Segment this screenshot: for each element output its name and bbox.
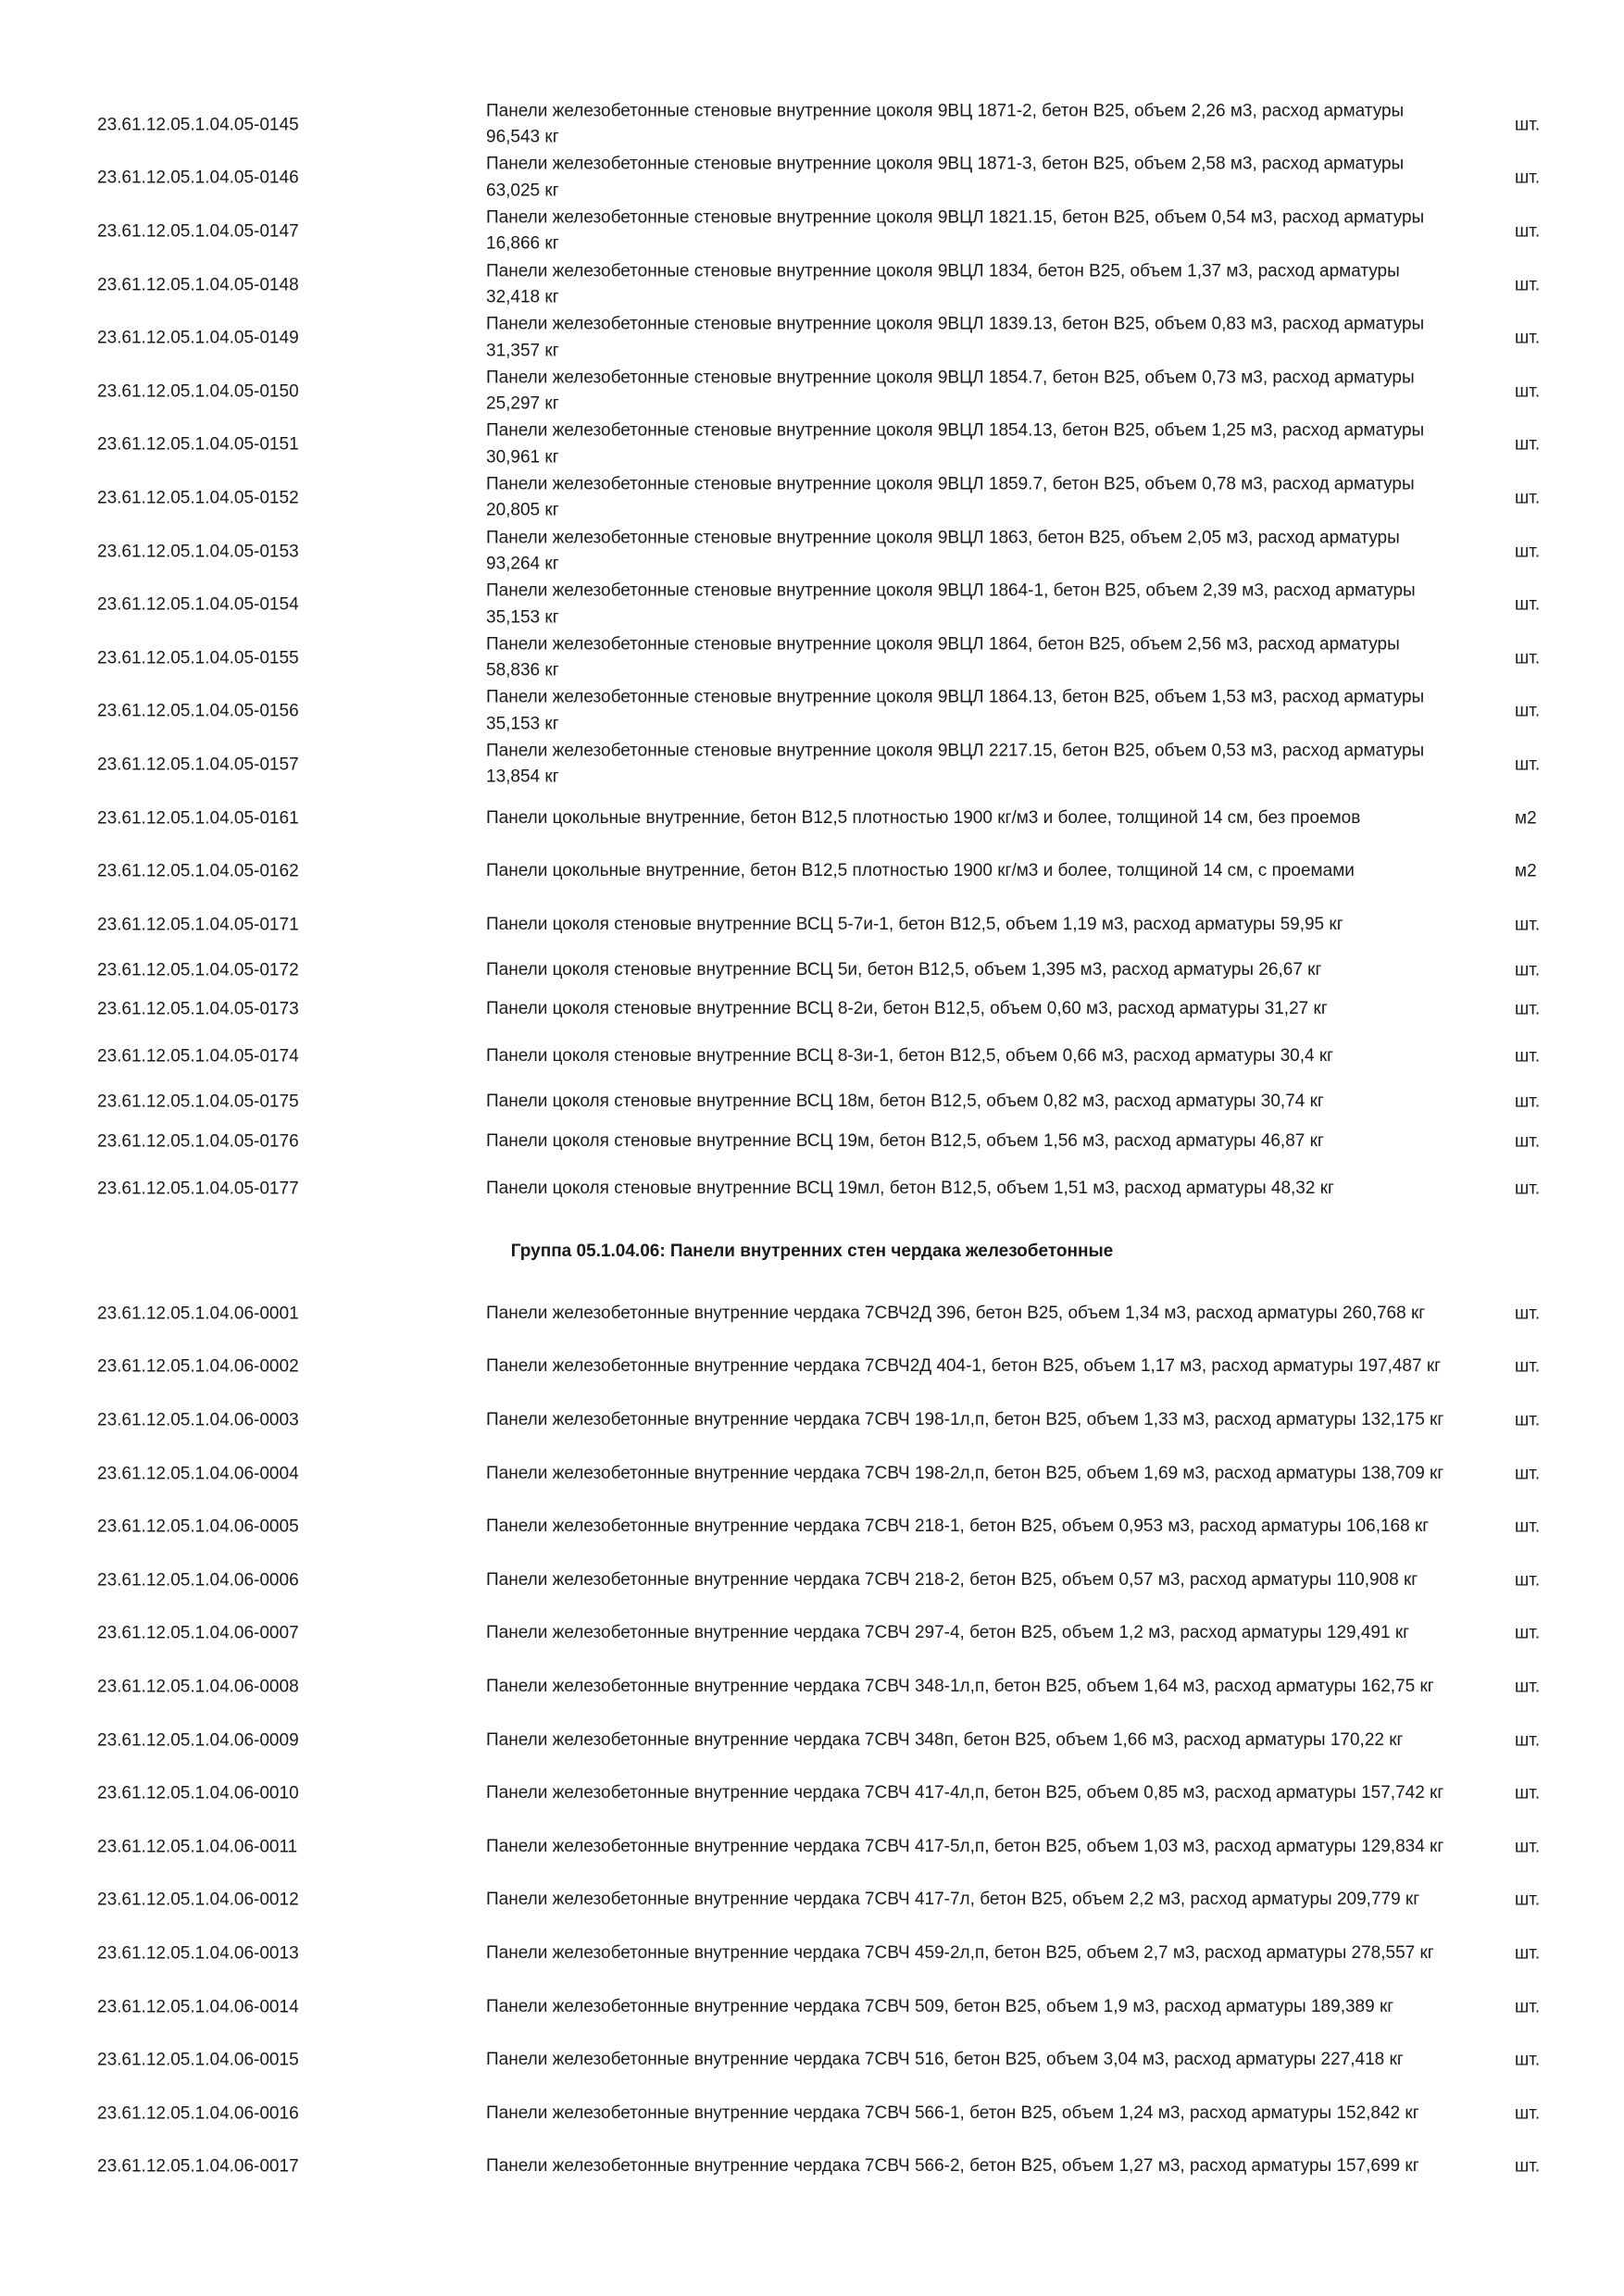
row-unit: м2: [1515, 808, 1537, 829]
row-unit: шт.: [1515, 1837, 1541, 1857]
row-unit: шт.: [1515, 960, 1541, 980]
table-row: [0, 1554, 1624, 1607]
table-row: [0, 1660, 1624, 1714]
row-description: Панели цоколя стеновые внутренние ВСЦ 5и, бетон В12,5, объем 1,395 м3, расход арматуры 26,67 кг: [486, 959, 1322, 980]
row-description: Панели железобетонные внутренние чердака 7СВЧ 218-2, бетон В25, объем 0,57 м3, расход арматуры 110,908 кг: [486, 1569, 1418, 1590]
row-description: Панели железобетонные внутренние чердака 7СВЧ 218-1, бетон В25, объем 0,953 м3, расход арматуры 106,168 кг: [486, 1516, 1430, 1536]
table-row: [0, 685, 1624, 739]
row-code: 23.61.12.05.1.04.06-0011: [97, 1837, 298, 1857]
row-code: 23.61.12.05.1.04.06-0007: [97, 1623, 299, 1643]
table-row: [0, 471, 1624, 525]
table-row: [0, 205, 1624, 258]
table-row: [0, 152, 1624, 206]
row-unit: шт.: [1515, 168, 1541, 188]
table-row: [0, 1030, 1624, 1084]
row-unit: шт.: [1515, 594, 1541, 615]
row-description: Панели железобетонные стеновые внутренние цоколя 9ВЦЛ 2217.15, бетон В25, объем 0,53 м3, расход арматуры 13,854 кг: [486, 741, 1425, 787]
table-row: [0, 2087, 1624, 2140]
row-unit: м2: [1515, 861, 1537, 881]
row-description: Панели железобетонные стеновые внутренние цоколя 9ВЦЛ 1864.13, бетон В25, объем 1,53 м3, расход арматуры 35,153 кг: [486, 687, 1425, 734]
table-row: [0, 1120, 1624, 1162]
row-code: 23.61.12.05.1.04.05-0145: [97, 115, 299, 135]
row-unit: шт.: [1515, 1516, 1541, 1537]
row-description: Панели железобетонные внутренние чердака 7СВЧ 516, бетон В25, объем 3,04 м3, расход арматуры 227,418 кг: [486, 2049, 1404, 2069]
row-description: Панели железобетонные стеновые внутренние цоколя 9ВЦ 1871-3, бетон В25, объем 2,58 м3, расход арматуры 63,025 кг: [486, 154, 1405, 201]
row-code: 23.61.12.05.1.04.05-0155: [97, 648, 299, 668]
row-unit: шт.: [1515, 1092, 1541, 1112]
row-code: 23.61.12.05.1.04.05-0175: [97, 1092, 299, 1112]
row-code: 23.61.12.05.1.04.05-0152: [97, 488, 299, 508]
row-code: 23.61.12.05.1.04.05-0147: [97, 221, 299, 242]
row-code: 23.61.12.05.1.04.06-0002: [97, 1356, 299, 1377]
row-code: 23.61.12.05.1.04.06-0017: [97, 2156, 299, 2177]
table-row: [0, 365, 1624, 418]
row-unit: шт.: [1515, 381, 1541, 402]
row-description: Панели железобетонные стеновые внутренние цоколя 9ВЦЛ 1864-1, бетон В25, объем 2,39 м3, расход арматуры 35,153 кг: [486, 580, 1416, 628]
row-code: 23.61.12.05.1.04.05-0176: [97, 1131, 299, 1152]
row-code: 23.61.12.05.1.04.05-0156: [97, 701, 299, 721]
row-description: Панели железобетонные стеновые внутренние цоколя 9ВЦЛ 1859.7, бетон В25, объем 0,78 м3, расход арматуры 20,805 кг: [486, 474, 1415, 520]
row-code: 23.61.12.05.1.04.05-0173: [97, 999, 299, 1019]
table-row: [0, 1927, 1624, 1980]
row-code: 23.61.12.05.1.04.05-0154: [97, 594, 299, 615]
table-row: [0, 1393, 1624, 1447]
row-code: 23.61.12.05.1.04.06-0001: [97, 1304, 299, 1324]
row-unit: шт.: [1515, 1730, 1541, 1751]
row-unit: шт.: [1515, 1304, 1541, 1324]
row-description: Панели железобетонные стеновые внутренние цоколя 9ВЦЛ 1834, бетон В25, объем 1,37 м3, расход арматуры 32,418 кг: [486, 261, 1400, 307]
row-code: 23.61.12.05.1.04.06-0006: [97, 1570, 299, 1591]
row-unit: шт.: [1515, 1570, 1541, 1591]
row-unit: шт.: [1515, 915, 1541, 935]
row-description: Панели цоколя стеновые внутренние ВСЦ 19мл, бетон В12,5, объем 1,51 м3, расход арматуры 48,32 кг: [486, 1178, 1334, 1198]
row-code: 23.61.12.05.1.04.05-0148: [97, 275, 299, 295]
row-code: 23.61.12.05.1.04.06-0013: [97, 1943, 299, 1964]
row-code: 23.61.12.05.1.04.06-0004: [97, 1464, 299, 1484]
row-unit: шт.: [1515, 115, 1541, 135]
row-description: Панели железобетонные внутренние чердака 7СВЧ 348п, бетон В25, объем 1,66 м3, расход арматуры 170,22 кг: [486, 1729, 1404, 1750]
row-unit: шт.: [1515, 1131, 1541, 1152]
row-unit: шт.: [1515, 1783, 1541, 1803]
table-row: [0, 792, 1624, 845]
table-row: [0, 418, 1624, 472]
row-description: Панели железобетонные внутренние чердака 7СВЧ 417-5л,п, бетон В25, объем 1,03 м3, расход арматуры 129,834 кг: [486, 1836, 1444, 1856]
row-code: 23.61.12.05.1.04.05-0171: [97, 915, 299, 935]
table-row: [0, 1820, 1624, 1874]
row-description: Панели железобетонные внутренние чердака 7СВЧ 459-2л,п, бетон В25, объем 2,7 м3, расход арматуры 278,557 кг: [486, 1942, 1434, 1963]
row-description: Панели железобетонные внутренние чердака 7СВЧ 297-4, бетон В25, объем 1,2 м3, расход арматуры 129,491 кг: [486, 1623, 1410, 1643]
row-code: 23.61.12.05.1.04.05-0153: [97, 542, 299, 562]
row-code: 23.61.12.05.1.04.05-0157: [97, 755, 299, 775]
row-description: Панели цокольные внутренние, бетон В12,5 плотностью 1900 кг/м3 и более, толщиной 14 см, без проемов: [486, 807, 1361, 828]
row-unit: шт.: [1515, 701, 1541, 721]
row-unit: шт.: [1515, 1997, 1541, 2017]
row-description: Панели цоколя стеновые внутренние ВСЦ 18м, бетон В12,5, объем 0,82 м3, расход арматуры 30,74 кг: [486, 1091, 1324, 1111]
row-unit: шт.: [1515, 2103, 1541, 2124]
row-code: 23.61.12.05.1.04.05-0161: [97, 808, 299, 829]
row-description: Панели железобетонные внутренние чердака 7СВЧ 566-1, бетон В25, объем 1,24 м3, расход арматуры 152,842 кг: [486, 2103, 1419, 2123]
table-row: [0, 1083, 1624, 1120]
row-code: 23.61.12.05.1.04.06-0014: [97, 1997, 299, 2017]
table-row: [0, 1607, 1624, 1661]
row-unit: шт.: [1515, 1410, 1541, 1430]
row-code: 23.61.12.05.1.04.05-0150: [97, 381, 299, 402]
row-description: Панели железобетонные внутренние чердака 7СВЧ 417-7л, бетон В25, объем 2,2 м3, расход арматуры 209,779 кг: [486, 1890, 1420, 1910]
table-row: [0, 98, 1624, 152]
row-unit: шт.: [1515, 1623, 1541, 1643]
row-code: 23.61.12.05.1.04.06-0003: [97, 1410, 299, 1430]
row-unit: шт.: [1515, 999, 1541, 1019]
row-code: 23.61.12.05.1.04.06-0008: [97, 1677, 299, 1697]
row-description: Панели железобетонные стеновые внутренние цоколя 9ВЦЛ 1854.7, бетон В25, объем 0,73 м3, расход арматуры 25,297 кг: [486, 368, 1415, 414]
row-description: Панели цоколя стеновые внутренние ВСЦ 19м, бетон В12,5, объем 1,56 м3, расход арматуры 46,87 кг: [486, 1130, 1324, 1151]
row-unit: шт.: [1515, 755, 1541, 775]
row-unit: шт.: [1515, 221, 1541, 242]
table-row: [0, 844, 1624, 898]
row-code: 23.61.12.05.1.04.05-0146: [97, 168, 299, 188]
table-row: [0, 258, 1624, 312]
row-description: Панели железобетонные внутренние чердака 7СВЧ 198-2л,п, бетон В25, объем 1,69 м3, расход арматуры 138,709 кг: [486, 1463, 1444, 1483]
row-unit: шт.: [1515, 1464, 1541, 1484]
row-code: 23.61.12.05.1.04.06-0010: [97, 1783, 299, 1803]
row-unit: шт.: [1515, 1943, 1541, 1964]
table-row: [0, 1162, 1624, 1216]
row-code: 23.61.12.05.1.04.06-0009: [97, 1730, 299, 1751]
row-description: Панели железобетонные стеновые внутренние цоколя 9ВЦЛ 1839.13, бетон В25, объем 0,83 м3, расход арматуры 31,357 кг: [486, 314, 1425, 361]
row-unit: шт.: [1515, 2050, 1541, 2070]
table-row: [0, 1714, 1624, 1767]
row-unit: шт.: [1515, 328, 1541, 348]
group-05-1-04-05-table: [0, 98, 1624, 1216]
row-code: 23.61.12.05.1.04.06-0005: [97, 1516, 299, 1537]
row-description: Панели железобетонные стеновые внутренние цоколя 9ВЦЛ 1863, бетон В25, объем 2,05 м3, расход арматуры 93,264 кг: [486, 528, 1400, 574]
group-heading: Группа 05.1.04.06: Панели внутренних стен чердака железобетонные: [510, 1242, 1114, 1261]
row-unit: шт.: [1515, 488, 1541, 508]
row-code: 23.61.12.05.1.04.05-0174: [97, 1046, 299, 1067]
table-row: [0, 1766, 1624, 1820]
row-description: Панели цокольные внутренние, бетон В12,5 плотностью 1900 кг/м3 и более, толщиной 14 см, с проемами: [486, 860, 1355, 880]
row-unit: шт.: [1515, 1677, 1541, 1697]
row-description: Панели железобетонные внутренние чердака 7СВЧ2Д 396, бетон В25, объем 1,34 м3, расход арматуры 260,768 кг: [486, 1303, 1426, 1323]
row-unit: шт.: [1515, 2156, 1541, 2177]
row-code: 23.61.12.05.1.04.05-0177: [97, 1179, 299, 1199]
table-row: [0, 578, 1624, 631]
row-unit: шт.: [1515, 1356, 1541, 1377]
row-code: 23.61.12.05.1.04.06-0016: [97, 2103, 299, 2124]
table-row: [0, 311, 1624, 365]
table-row: [0, 2140, 1624, 2194]
table-row: [0, 1287, 1624, 1341]
row-description: Панели цоколя стеновые внутренние ВСЦ 8-2и, бетон В12,5, объем 0,60 м3, расход арматуры 31,27 кг: [486, 998, 1328, 1018]
table-row: [0, 989, 1624, 1030]
row-description: Панели железобетонные внутренние чердака 7СВЧ 417-4л,п, бетон В25, объем 0,85 м3, расход арматуры 157,742 кг: [486, 1782, 1444, 1803]
row-code: 23.61.12.05.1.04.05-0151: [97, 434, 299, 455]
row-unit: шт.: [1515, 1179, 1541, 1199]
row-description: Панели железобетонные стеновые внутренние цоколя 9ВЦЛ 1864, бетон В25, объем 2,56 м3, расход арматуры 58,836 кг: [486, 634, 1400, 680]
row-code: 23.61.12.05.1.04.05-0149: [97, 328, 299, 348]
row-description: Панели железобетонные стеновые внутренние цоколя 9ВЦЛ 1854.13, бетон В25, объем 1,25 м3, расход арматуры 30,961 кг: [486, 420, 1425, 468]
row-code: 23.61.12.05.1.04.06-0015: [97, 2050, 299, 2070]
row-description: Панели цоколя стеновые внутренние ВСЦ 5-7и-1, бетон В12,5, объем 1,19 м3, расход арматуры 59,95 кг: [486, 914, 1343, 934]
row-description: Панели железобетонные внутренние чердака 7СВЧ2Д 404-1, бетон В25, объем 1,17 м3, расход арматуры 197,487 кг: [486, 1356, 1442, 1377]
row-description: Панели железобетонные внутренние чердака 7СВЧ 509, бетон В25, объем 1,9 м3, расход арматуры 189,389 кг: [486, 1996, 1394, 2016]
row-unit: шт.: [1515, 275, 1541, 295]
row-code: 23.61.12.05.1.04.05-0162: [97, 861, 299, 881]
row-description: Панели железобетонные внутренние чердака 7СВЧ 566-2, бетон В25, объем 1,27 м3, расход арматуры 157,699 кг: [486, 2156, 1419, 2177]
row-code: 23.61.12.05.1.04.06-0012: [97, 1890, 299, 1910]
table-row: [0, 2033, 1624, 2087]
table-row: [0, 1874, 1624, 1928]
row-unit: шт.: [1515, 1890, 1541, 1910]
table-row: [0, 738, 1624, 792]
row-code: 23.61.12.05.1.04.05-0172: [97, 960, 299, 980]
table-row: [0, 1341, 1624, 1394]
group-05-1-04-06-table: [0, 1287, 1624, 2193]
row-description: Панели железобетонные внутренние чердака 7СВЧ 348-1л,п, бетон В25, объем 1,64 м3, расход арматуры 162,75 кг: [486, 1676, 1434, 1696]
row-unit: шт.: [1515, 648, 1541, 668]
table-row: [0, 1500, 1624, 1554]
row-description: Панели цоколя стеновые внутренние ВСЦ 8-3и-1, бетон В12,5, объем 0,66 м3, расход арматуры 30,4 кг: [486, 1046, 1334, 1067]
table-row: [0, 898, 1624, 952]
row-unit: шт.: [1515, 1046, 1541, 1067]
row-unit: шт.: [1515, 434, 1541, 455]
row-description: Панели железобетонные стеновые внутренние цоколя 9ВЦЛ 1821.15, бетон В25, объем 0,54 м3, расход арматуры 16,866 кг: [486, 207, 1425, 254]
table-row: [0, 1980, 1624, 2034]
table-row: [0, 525, 1624, 579]
row-description: Панели железобетонные стеновые внутренние цоколя 9ВЦ 1871-2, бетон В25, объем 2,26 м3, расход арматуры 96,543 кг: [486, 101, 1405, 147]
table-row: [0, 1447, 1624, 1501]
table-row: [0, 631, 1624, 685]
table-row: [0, 952, 1624, 989]
row-unit: шт.: [1515, 542, 1541, 562]
row-description: Панели железобетонные внутренние чердака 7СВЧ 198-1л,п, бетон В25, объем 1,33 м3, расход арматуры 132,175 кг: [486, 1409, 1444, 1429]
